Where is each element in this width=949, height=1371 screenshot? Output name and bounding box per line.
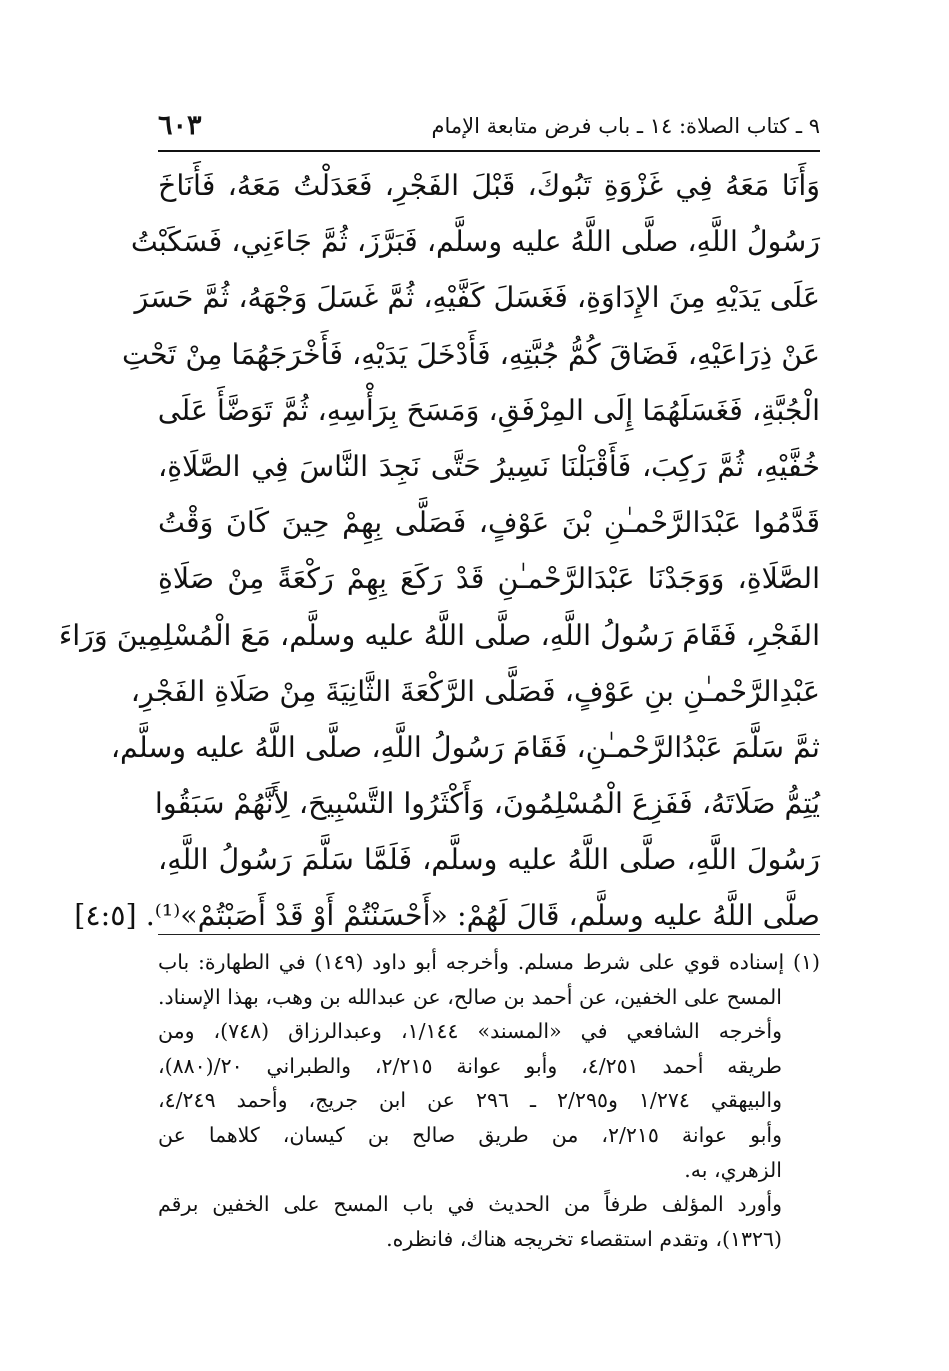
text-line: يُتِمُّ صَلَاتَهُ، فَفَزِعَ الْمُسْلِمُونَ، وَأَكْثَرُوا التَّسْبِيحَ، لِأَنَّهُمْ سَبَقُوا [154,787,820,821]
text-line: قَدَّمُوا عَبْدَالرَّحْمـٰنِ بْنَ عَوْفٍ، فَصَلَّى بِهِمْ حِينَ كَانَ وَقْتُ [158,506,820,540]
footnote-line: (١٣٢٦)، وتقدم استقصاء تخريجه هناك، فانظره. [386,1226,782,1251]
text-line: رَسُولُ اللَّهِ، صلَّى اللَّهُ عليه وسلَّم، فَبَرَّزَ، ثُمَّ جَاءَنِي، فَسَكَبْتُ [130,225,820,259]
text-line: عَلَى يَدَيْهِ مِنَ الإِدَاوَةِ، فَغَسَلَ كَفَّيْهِ، ثُمَّ غَسَلَ وَجْهَهُ، ثُمَّ حَسَرَ [134,281,820,315]
text-line: صلَّى اللَّهُ عليه وسلَّم، قَالَ لَهُمْ: «أَحْسَنْتُمْ أَوْ قَدْ أَصَبْتُمْ»⁽¹⁾. [٤:٥] [74,899,820,933]
footnotes [158,945,820,1256]
text-line: وَأَنَا مَعَهُ فِي غَزْوَةِ تَبُوكَ، قَبْلَ الفَجْرِ، فَعَدَلْتُ مَعَهُ، فَأَنَاخَ [158,169,820,202]
page-number: ٦٠٣ [158,110,202,141]
text-line: خُفَّيْهِ، ثُمَّ رَكِبَ، فَأَقْبَلْنَا نَسِيرُ حَتَّى نَجِدَ النَّاسَ فِي الصَّلَاةِ، [158,449,820,483]
footnote-line: طريقه أحمد ٤/٢٥١، وأبو عوانة ٢/٢١٥، والطبراني ٢٠/(٨٨٠)، [158,1053,782,1078]
text-line: رَسُولَ اللَّهِ، صلَّى اللَّهُ عليه وسلَّم، فَلَمَّا سَلَّمَ رَسُولُ اللَّهِ، [158,843,820,877]
text-line: ثمَّ سَلَّمَ عَبْدُالرَّحْمـٰنِ، فَقَامَ رَسُولُ اللَّهِ، صلَّى اللَّهُ عليه وسلَّم، [110,730,820,764]
footnote-line: (١) إسناده قوي على شرط مسلم. وأخرجه أبو داود (١٤٩) في الطهارة: باب [158,950,821,974]
running-title: ٩ ـ كتاب الصلاة: ١٤ ـ باب فرض متابعة الإمام [431,114,820,138]
footnote-line: وأورد المؤلف طرفاً من الحديث في باب المسح على الخفين برقم [158,1192,782,1217]
header-divider [158,150,820,152]
hadith-text [58,158,820,945]
footnote-line: وأخرجه الشافعي في «المسند» ١/١٤٤، وعبدالرزاق (٧٤٨)، ومن [158,1019,782,1044]
text-line: الْجُبَّةِ، فَغَسَلَهُمَا إِلَى المِرْفَقِ، وَمَسَحَ بِرَأْسِهِ، ثُمَّ تَوَضَّأَ عَلَى [157,393,820,427]
footnote-line: المسح على الخفين، عن أحمد بن صالح، عن عبدالله بن وهب، بهذا الإسناد. [158,984,782,1009]
text-line: الفَجْرِ، فَقَامَ رَسُولُ اللَّهِ، صلَّى اللَّهُ عليه وسلَّم، مَعَ الْمُسْلِمِينَ وَرَاءَ [58,618,820,652]
footnote-line: والبيهقي ١/٢٧٤ و٢/٢٩٥ ـ ٢٩٦ عن ابن جريج، وأحمد ٤/٢٤٩، [158,1088,782,1113]
text-line: عَنْ ذِرَاعَيْهِ، فَضَاقَ كُمُّ جُبَّتِهِ، فَأَدْخَلَ يَدَيْهِ، فَأَخْرَجَهُمَا مِنْ تَحْتِ [122,337,820,371]
text-line: عَبْدِالرَّحْمـٰنِ بنِ عَوْفٍ، فَصَلَّى الرَّكْعَةَ الثَّانِيَةَ مِنْ صَلَاةِ الفَجْرِ، [130,674,820,708]
footnote-divider [158,934,820,935]
text-line: الصَّلَاةِ، وَوَجَدْنَا عَبْدَالرَّحْمـٰنِ قَدْ رَكَعَ بِهِمْ رَكْعَةً مِنْ صَلَاةِ [158,562,820,596]
page-header [158,110,820,150]
footnote-line: وأبو عوانة ٢/٢١٥، من طريق صالح بن كيسان، كلاهما عن [158,1122,783,1147]
footnote-line: الزهري، به. [684,1157,782,1182]
